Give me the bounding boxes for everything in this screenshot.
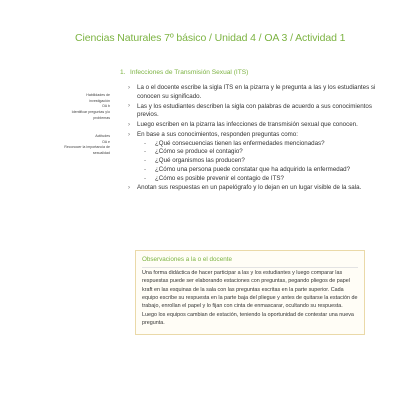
sidebar-attitudes (60, 134, 110, 157)
teacher-notes-text: Una forma didáctica de hacer participar a las y los estudiantes y luego comparar las respuestas puede ser elaborando estaciones con preguntas, pegando pliegos de papel kraft en las esquinas de la sala con las preguntas escritas en la parte superior. Cada equipo escribe su respuesta en la parte baja del pliegue y antes de quitarse la estación de trabajo, enrollan el papel y lo fijan con cinta de enmascarar, ocultando su respuesta. Luego los equipos cambian de estación, teniendo la oportunidad de contestar una nueva pregunta. (142, 270, 358, 327)
teacher-notes-title: Observaciones a la o el docente (142, 256, 232, 263)
list-item (128, 84, 380, 101)
section-number: 1. (120, 69, 126, 76)
question-text: ¿Cómo una persona puede constatar que ha adquirido la enfermedad? (155, 165, 351, 173)
dash-icon: - (144, 148, 147, 156)
sidebar-line: Habilidades de (86, 93, 110, 97)
arrow-icon: › (128, 185, 130, 192)
dash-icon: - (144, 174, 147, 182)
sidebar-line: investigación (89, 98, 110, 103)
question-text: ¿Cómo es posible prevenir el contagio de ITS? (155, 174, 284, 182)
dash-icon: - (144, 157, 147, 165)
list-item (128, 131, 380, 183)
arrow-icon: › (128, 103, 130, 110)
question-item (141, 166, 380, 175)
sidebar-line: problemas (93, 115, 110, 120)
teacher-notes-box (135, 250, 365, 335)
question-item (141, 148, 380, 157)
list-item (128, 103, 380, 120)
list-item-text: Las y los estudiantes describen la sigla con palabras de acuerdo a sus conocimientos previos. (137, 102, 372, 119)
section-heading (120, 69, 380, 76)
sidebar-line: Reconocer la importancia de (64, 145, 110, 150)
question-text: ¿Cómo se produce el contagio? (155, 148, 243, 156)
arrow-icon: › (128, 84, 130, 91)
section-title-text: Infecciones de Transmisión Sexual (ITS) (130, 69, 249, 76)
sidebar-line: OA b (102, 104, 110, 109)
question-item (141, 140, 380, 149)
list-item-text: Anotan sus respuestas en un papelógrafo y lo dejan en un lugar visible de la sala. (137, 184, 362, 192)
list-item-text: Luego escriben en la pizarra las infecciones de transmisión sexual que conocen. (137, 121, 358, 129)
sidebar-line: OA e (102, 139, 110, 144)
sidebar-line: sexualidad (92, 151, 110, 156)
list-item-text: En base a sus conocimientos, responden preguntas como: (137, 131, 298, 139)
sidebar-line: Actitudes (95, 134, 110, 138)
divider (142, 267, 358, 268)
sidebar-line: Identificar preguntas y/o (71, 110, 110, 115)
question-item (141, 157, 380, 166)
list-item (128, 184, 380, 193)
question-text: ¿Qué organismos las producen? (155, 157, 245, 165)
question-item (141, 175, 380, 184)
activity-steps (128, 84, 380, 194)
page-title: Ciencias Naturales 7º básico / Unidad 4 / OA 3 / Actividad 1 (75, 32, 346, 44)
arrow-icon: › (128, 121, 130, 128)
list-item (128, 121, 380, 130)
dash-icon: - (144, 139, 147, 147)
dash-icon: - (144, 165, 147, 173)
list-item-text: La o el docente escribe la sigla ITS en la pizarra y le pregunta a las y los estudiantes si conocen su significado. (137, 84, 376, 100)
question-text: ¿Qué consecuencias tienen las enfermedades mencionadas? (155, 139, 325, 147)
arrow-icon: › (128, 131, 130, 138)
sidebar-skills (60, 93, 110, 122)
